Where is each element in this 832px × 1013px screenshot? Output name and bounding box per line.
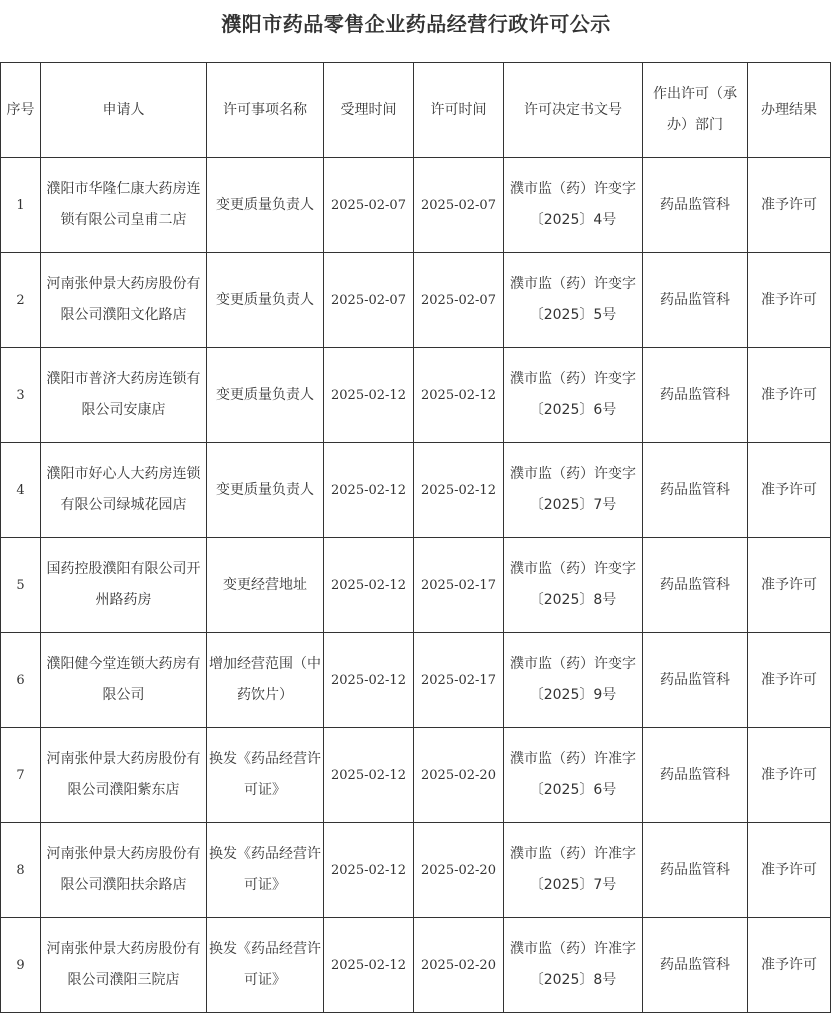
cell-item: 换发《药品经营许可证》 <box>207 728 324 823</box>
cell-seq: 5 <box>1 538 41 633</box>
table-row <box>1 538 831 633</box>
table-row <box>1 633 831 728</box>
header-applicant: 申请人 <box>41 63 207 158</box>
cell-result: 准予许可 <box>748 443 831 538</box>
cell-permit-time: 2025-02-20 <box>414 728 504 823</box>
table-row <box>1 253 831 348</box>
table-row <box>1 728 831 823</box>
cell-accept-time: 2025-02-12 <box>324 538 414 633</box>
cell-item: 变更质量负责人 <box>207 443 324 538</box>
cell-result: 准予许可 <box>748 253 831 348</box>
cell-item: 换发《药品经营许可证》 <box>207 823 324 918</box>
cell-applicant: 河南张仲景大药房股份有限公司濮阳三院店 <box>41 918 207 1013</box>
cell-accept-time: 2025-02-12 <box>324 633 414 728</box>
cell-seq: 2 <box>1 253 41 348</box>
cell-item: 变更质量负责人 <box>207 348 324 443</box>
cell-doc-number: 濮市监（药）许变字〔2025〕4号 <box>504 158 643 253</box>
cell-department: 药品监管科 <box>643 253 748 348</box>
cell-item: 增加经营范围（中药饮片） <box>207 633 324 728</box>
cell-accept-time: 2025-02-07 <box>324 253 414 348</box>
cell-seq: 1 <box>1 158 41 253</box>
table-row <box>1 158 831 253</box>
cell-item: 换发《药品经营许可证》 <box>207 918 324 1013</box>
table-row <box>1 918 831 1013</box>
cell-doc-number: 濮市监（药）许变字〔2025〕5号 <box>504 253 643 348</box>
cell-result: 准予许可 <box>748 633 831 728</box>
cell-result: 准予许可 <box>748 918 831 1013</box>
cell-applicant: 河南张仲景大药房股份有限公司濮阳文化路店 <box>41 253 207 348</box>
header-result: 办理结果 <box>748 63 831 158</box>
cell-permit-time: 2025-02-12 <box>414 443 504 538</box>
cell-doc-number: 濮市监（药）许变字〔2025〕8号 <box>504 538 643 633</box>
cell-permit-time: 2025-02-12 <box>414 348 504 443</box>
cell-doc-number: 濮市监（药）许变字〔2025〕7号 <box>504 443 643 538</box>
cell-applicant: 濮阳市好心人大药房连锁有限公司绿城花园店 <box>41 443 207 538</box>
table-header-row <box>1 63 831 158</box>
cell-doc-number: 濮市监（药）许准字〔2025〕8号 <box>504 918 643 1013</box>
cell-accept-time: 2025-02-12 <box>324 823 414 918</box>
cell-result: 准予许可 <box>748 158 831 253</box>
cell-result: 准予许可 <box>748 823 831 918</box>
cell-doc-number: 濮市监（药）许变字〔2025〕9号 <box>504 633 643 728</box>
cell-department: 药品监管科 <box>643 443 748 538</box>
cell-seq: 6 <box>1 633 41 728</box>
table-row <box>1 443 831 538</box>
cell-department: 药品监管科 <box>643 348 748 443</box>
cell-item: 变更经营地址 <box>207 538 324 633</box>
header-accept-time: 受理时间 <box>324 63 414 158</box>
header-permit-time: 许可时间 <box>414 63 504 158</box>
cell-applicant: 濮阳市普济大药房连锁有限公司安康店 <box>41 348 207 443</box>
header-item: 许可事项名称 <box>207 63 324 158</box>
header-doc-number: 许可决定书文号 <box>504 63 643 158</box>
cell-doc-number: 濮市监（药）许准字〔2025〕6号 <box>504 728 643 823</box>
permit-table <box>0 62 831 1013</box>
cell-department: 药品监管科 <box>643 538 748 633</box>
cell-seq: 8 <box>1 823 41 918</box>
cell-seq: 4 <box>1 443 41 538</box>
cell-accept-time: 2025-02-12 <box>324 443 414 538</box>
cell-applicant: 河南张仲景大药房股份有限公司濮阳扶余路店 <box>41 823 207 918</box>
cell-seq: 3 <box>1 348 41 443</box>
cell-seq: 9 <box>1 918 41 1013</box>
table-row <box>1 823 831 918</box>
cell-department: 药品监管科 <box>643 633 748 728</box>
table-row <box>1 348 831 443</box>
cell-department: 药品监管科 <box>643 158 748 253</box>
cell-department: 药品监管科 <box>643 823 748 918</box>
cell-permit-time: 2025-02-07 <box>414 158 504 253</box>
cell-permit-time: 2025-02-20 <box>414 823 504 918</box>
cell-applicant: 濮阳市华隆仁康大药房连锁有限公司皇甫二店 <box>41 158 207 253</box>
cell-result: 准予许可 <box>748 538 831 633</box>
cell-accept-time: 2025-02-12 <box>324 918 414 1013</box>
cell-applicant: 国药控股濮阳有限公司开州路药房 <box>41 538 207 633</box>
cell-permit-time: 2025-02-20 <box>414 918 504 1013</box>
cell-seq: 7 <box>1 728 41 823</box>
cell-result: 准予许可 <box>748 348 831 443</box>
cell-department: 药品监管科 <box>643 728 748 823</box>
header-seq: 序号 <box>1 63 41 158</box>
cell-item: 变更质量负责人 <box>207 253 324 348</box>
cell-permit-time: 2025-02-17 <box>414 633 504 728</box>
cell-accept-time: 2025-02-07 <box>324 158 414 253</box>
cell-doc-number: 濮市监（药）许准字〔2025〕7号 <box>504 823 643 918</box>
cell-result: 准予许可 <box>748 728 831 823</box>
header-department: 作出许可（承办）部门 <box>643 63 748 158</box>
cell-permit-time: 2025-02-07 <box>414 253 504 348</box>
page-title: 濮阳市药品零售企业药品经营行政许可公示 <box>221 12 611 36</box>
cell-item: 变更质量负责人 <box>207 158 324 253</box>
cell-permit-time: 2025-02-17 <box>414 538 504 633</box>
cell-applicant: 濮阳健今堂连锁大药房有限公司 <box>41 633 207 728</box>
cell-doc-number: 濮市监（药）许变字〔2025〕6号 <box>504 348 643 443</box>
cell-department: 药品监管科 <box>643 918 748 1013</box>
cell-accept-time: 2025-02-12 <box>324 728 414 823</box>
cell-accept-time: 2025-02-12 <box>324 348 414 443</box>
cell-applicant: 河南张仲景大药房股份有限公司濮阳紫东店 <box>41 728 207 823</box>
